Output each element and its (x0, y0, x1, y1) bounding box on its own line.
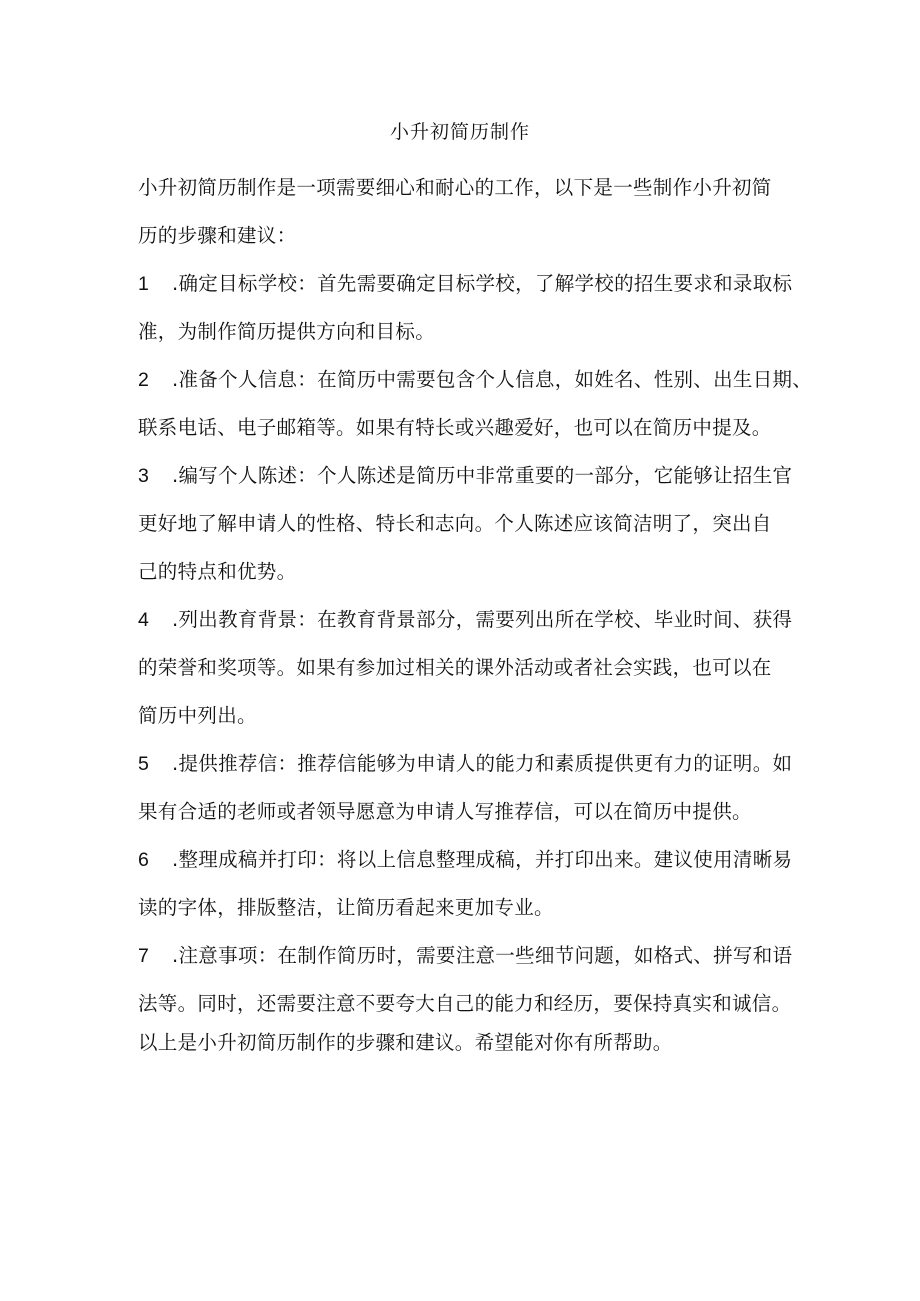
text-line: 己的特点和优势。 (138, 560, 297, 583)
text-line (138, 260, 802, 308)
step-3-paragraph (138, 452, 802, 596)
step-text: .整理成稿并打印：将以上信息整理成稿，并打印出来。建议使用清晰易 (172, 848, 793, 871)
text-line: 读的字体，排版整洁，让简历看起来更加专业。 (138, 896, 554, 919)
step-number: 2 (138, 369, 150, 391)
step-text: .列出教育背景：在教育背景部分，需要列出所在学校、毕业时间、获得 (172, 608, 793, 631)
text-line: 的荣誉和奖项等。如果有参加过相关的课外活动或者社会实践，也可以在 (138, 656, 772, 679)
text-line: 更好地了解申请人的性格、特长和志向。个人陈述应该简洁明了，突出自 (138, 512, 772, 535)
text-line: 历的步骤和建议： (138, 224, 297, 247)
step-number: 4 (138, 609, 150, 631)
step-2-paragraph (138, 356, 813, 452)
step-7-paragraph (138, 932, 802, 1028)
text-line: 简历中列出。 (138, 704, 257, 727)
document-body (138, 164, 813, 1058)
step-5-paragraph (138, 740, 802, 836)
text-line: 准，为制作简历提供方向和目标。 (138, 320, 436, 343)
step-6-paragraph (138, 836, 802, 932)
step-4-paragraph (138, 596, 802, 740)
step-text: .提供推荐信：推荐信能够为申请人的能力和素质提供更有力的证明。如 (172, 752, 793, 775)
step-text: .确定目标学校：首先需要确定目标学校，了解学校的招生要求和录取标 (172, 272, 793, 295)
step-number: 6 (138, 849, 150, 871)
step-number: 1 (138, 273, 150, 295)
text-line (138, 836, 802, 884)
text-line: 果有合适的老师或者领导愿意为申请人写推荐信，可以在简历中提供。 (138, 800, 752, 823)
step-text: .准备个人信息：在简历中需要包含个人信息，如姓名、性别、出生日期、 (172, 368, 813, 391)
step-number: 5 (138, 753, 150, 775)
text-line (138, 740, 802, 788)
text-line: 联系电话、电子邮箱等。如果有特长或兴趣爱好，也可以在简历中提及。 (138, 416, 772, 439)
step-text: .注意事项：在制作简历时，需要注意一些细节问题，如格式、拼写和语 (172, 944, 793, 967)
step-number: 3 (138, 465, 150, 487)
text-line: 以上是小升初简历制作的步骤和建议。希望能对你有所帮助。 (138, 1031, 673, 1054)
step-text: .编写个人陈述：个人陈述是简历中非常重要的一部分，它能够让招生官 (172, 464, 793, 487)
text-line (138, 932, 802, 980)
step-1-paragraph (138, 260, 802, 356)
text-line (138, 356, 813, 404)
text-line: 小升初简历制作是一项需要细心和耐心的工作，以下是一些制作小升初简 (138, 176, 772, 199)
intro-paragraph (138, 164, 802, 260)
text-line (138, 452, 802, 500)
closing-paragraph (138, 1028, 802, 1058)
text-line (138, 596, 802, 644)
step-number: 7 (138, 945, 150, 967)
document-title: 小升初简历制作 (389, 121, 530, 143)
text-line: 法等。同时，还需要注意不要夸大自己的能力和经历，要保持真实和诚信。 (138, 992, 792, 1015)
